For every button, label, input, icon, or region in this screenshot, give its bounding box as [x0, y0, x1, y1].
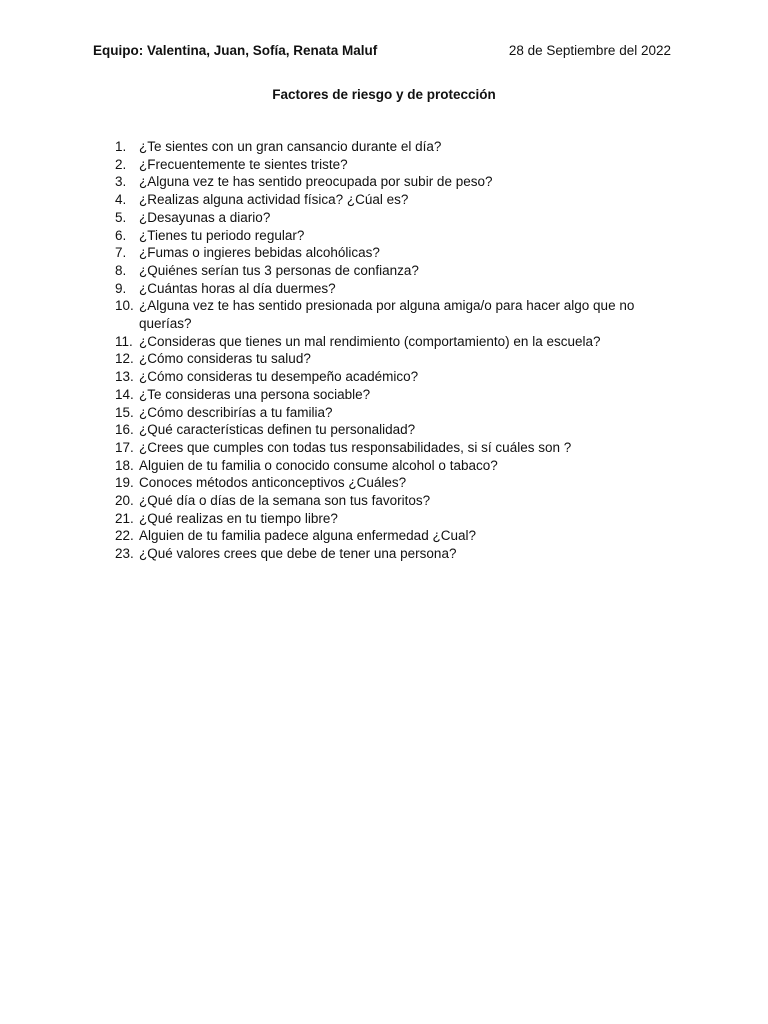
- question-text: ¿Fumas o ingieres bebidas alcohólicas?: [139, 245, 380, 261]
- question-text: ¿Alguna vez te has sentido preocupada por subir de peso?: [139, 174, 493, 190]
- question-item: [115, 368, 675, 386]
- question-item: [115, 227, 675, 245]
- question-number: 13.: [115, 369, 134, 385]
- question-item: [115, 244, 675, 262]
- question-item: [115, 191, 675, 209]
- question-item: [115, 474, 675, 492]
- question-text: ¿Desayunas a diario?: [139, 209, 271, 225]
- question-text: ¿Qué características definen tu personalidad?: [139, 422, 416, 438]
- question-item: [115, 138, 675, 156]
- question-text: ¿Alguna vez te has sentido presionada por alguna amiga/o para hacer algo que no quería​s?: [139, 298, 635, 332]
- question-number: 17.: [115, 439, 134, 455]
- document-date: 28 de Septiembre del 2022: [508, 43, 671, 58]
- question-text: ¿Cuántas horas al día duermes?: [139, 280, 336, 296]
- question-number: 15.: [115, 404, 134, 420]
- question-list: [115, 138, 675, 563]
- question-number: 18.: [115, 457, 134, 473]
- question-text: ¿Qué valores crees que debe de tener una persona?: [139, 546, 457, 562]
- question-number: 12.: [115, 351, 134, 367]
- question-text: ¿Qué día o días de la semana son tus favoritos?: [139, 493, 431, 509]
- question-item: [115, 545, 675, 563]
- question-number: 14.: [115, 386, 134, 402]
- question-number: 23.: [115, 546, 134, 562]
- question-text: ¿Consideras que tienes un mal rendimiento (comportamiento) en la escuela?: [139, 333, 601, 349]
- question-text: ¿Cómo consideras tu desempeño académico?: [139, 369, 419, 385]
- question-number: 21.: [115, 510, 134, 526]
- page-title: Factores de riesgo y de protección: [272, 87, 496, 102]
- question-item: [115, 439, 675, 457]
- question-text: ¿Tienes tu periodo regular?: [139, 227, 305, 243]
- question-text: ¿Frecuentemente te sientes triste?: [139, 156, 348, 172]
- question-item: [115, 333, 675, 351]
- question-item: [115, 350, 675, 368]
- question-number: 1.: [115, 139, 127, 154]
- question-item: [115, 492, 675, 510]
- question-number: 9.: [115, 280, 127, 296]
- question-item: [115, 209, 675, 227]
- question-text: Conoces métodos anticonceptivos ¿Cuáles?: [139, 475, 407, 491]
- question-item: [115, 297, 675, 332]
- question-text: Alguien de tu familia o conocido consume alcohol o tabaco?: [139, 457, 498, 473]
- question-number: 7.: [115, 245, 127, 261]
- question-number: 6.: [115, 227, 127, 243]
- question-item: [115, 404, 675, 422]
- question-item: [115, 262, 675, 280]
- question-number: 4.: [115, 192, 127, 208]
- question-item: [115, 421, 675, 439]
- question-number: 22.: [115, 528, 134, 544]
- question-number: 11.: [115, 333, 133, 349]
- question-text: ¿Crees que cumples con todas tus responsabilidades, si sí cuáles son ?: [139, 439, 572, 455]
- question-text: ¿Realizas alguna actividad física? ¿Cúal es?: [139, 192, 409, 208]
- question-number: 5.: [115, 209, 127, 225]
- question-text: ¿Cómo consideras tu salud?: [139, 351, 311, 367]
- question-number: 20.: [115, 493, 134, 509]
- question-text: ¿Cómo describirías a tu familia?: [139, 404, 333, 420]
- question-item: [115, 280, 675, 298]
- question-text: ¿Te sientes con un gran cansancio durante el día?: [139, 139, 442, 154]
- question-text: ¿Qué realizas en tu tiempo libre?: [139, 510, 338, 526]
- question-item: [115, 457, 675, 475]
- question-item: [115, 527, 675, 545]
- team-members: Equipo: Valentina, Juan, Sofía, Renata Maluf: [93, 43, 378, 58]
- question-item: [115, 386, 675, 404]
- question-item: [115, 510, 675, 528]
- question-number: 10.: [115, 298, 134, 314]
- question-text: Alguien de tu familia padece alguna enfermedad ¿Cual?: [139, 528, 476, 544]
- question-text: ¿Te consideras una persona sociable?: [139, 386, 371, 402]
- question-item: [115, 173, 675, 191]
- question-number: 16.: [115, 422, 134, 438]
- question-number: 3.: [115, 174, 127, 190]
- question-number: 8.: [115, 262, 127, 278]
- question-item: [115, 156, 675, 174]
- question-text: ¿Quiénes serían tus 3 personas de confianza?: [139, 262, 419, 278]
- question-number: 2.: [115, 156, 127, 172]
- question-number: 19.: [115, 475, 134, 491]
